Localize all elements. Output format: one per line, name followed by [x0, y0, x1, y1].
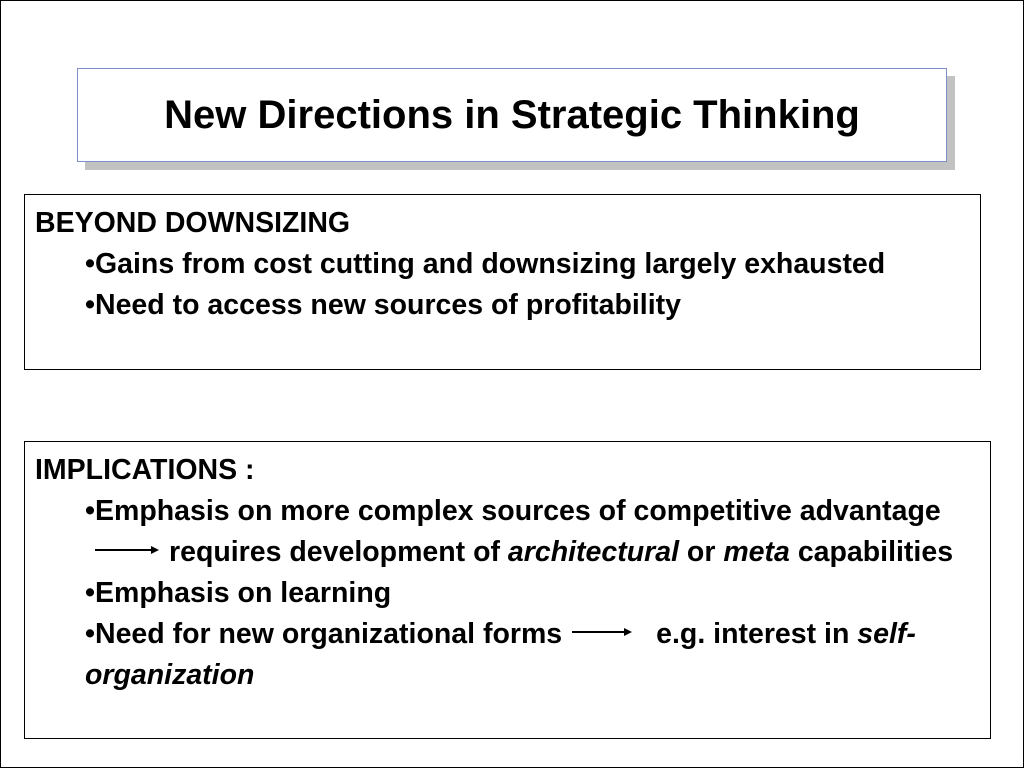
bullet-marker: • — [85, 289, 95, 321]
title-box — [77, 68, 947, 162]
emphasis-text: meta — [723, 536, 790, 568]
right-arrow-icon — [572, 625, 632, 639]
bullet-text: Need to access new sources of profitability — [94, 289, 681, 321]
right-arrow-icon — [95, 543, 159, 557]
bullet-text: e.g. interest in — [656, 618, 850, 650]
bullet-text: capabilities — [797, 536, 954, 568]
bullet-item — [35, 573, 980, 614]
emphasis-text: self-organization — [85, 618, 916, 691]
bullet-item — [35, 491, 980, 573]
bullet-marker: • — [85, 495, 95, 527]
bullet-text: Need for new organizational forms — [94, 618, 563, 650]
beyond-downsizing-box — [24, 194, 981, 370]
section-heading: BEYOND DOWNSIZING — [35, 207, 351, 239]
bullet-marker: • — [85, 618, 95, 650]
bullet-text: Emphasis on learning — [94, 577, 392, 609]
bullet-item — [35, 614, 980, 696]
bullet-text: Gains from cost cutting and downsizing largely exhausted — [94, 248, 886, 280]
bullet-marker: • — [85, 577, 95, 609]
bullet-marker: • — [85, 248, 95, 280]
bullet-text: requires development of — [169, 536, 500, 568]
slide-title: New Directions in Strategic Thinking — [164, 92, 860, 137]
emphasis-text: architectural — [507, 536, 679, 568]
bullet-text: or — [686, 536, 716, 568]
section-heading: IMPLICATIONS : — [35, 454, 255, 486]
bullet-item — [35, 285, 970, 326]
bullet-text: Emphasis on more complex sources of competitive advantage — [94, 495, 941, 527]
implications-box — [24, 441, 991, 739]
bullet-item — [35, 244, 970, 285]
